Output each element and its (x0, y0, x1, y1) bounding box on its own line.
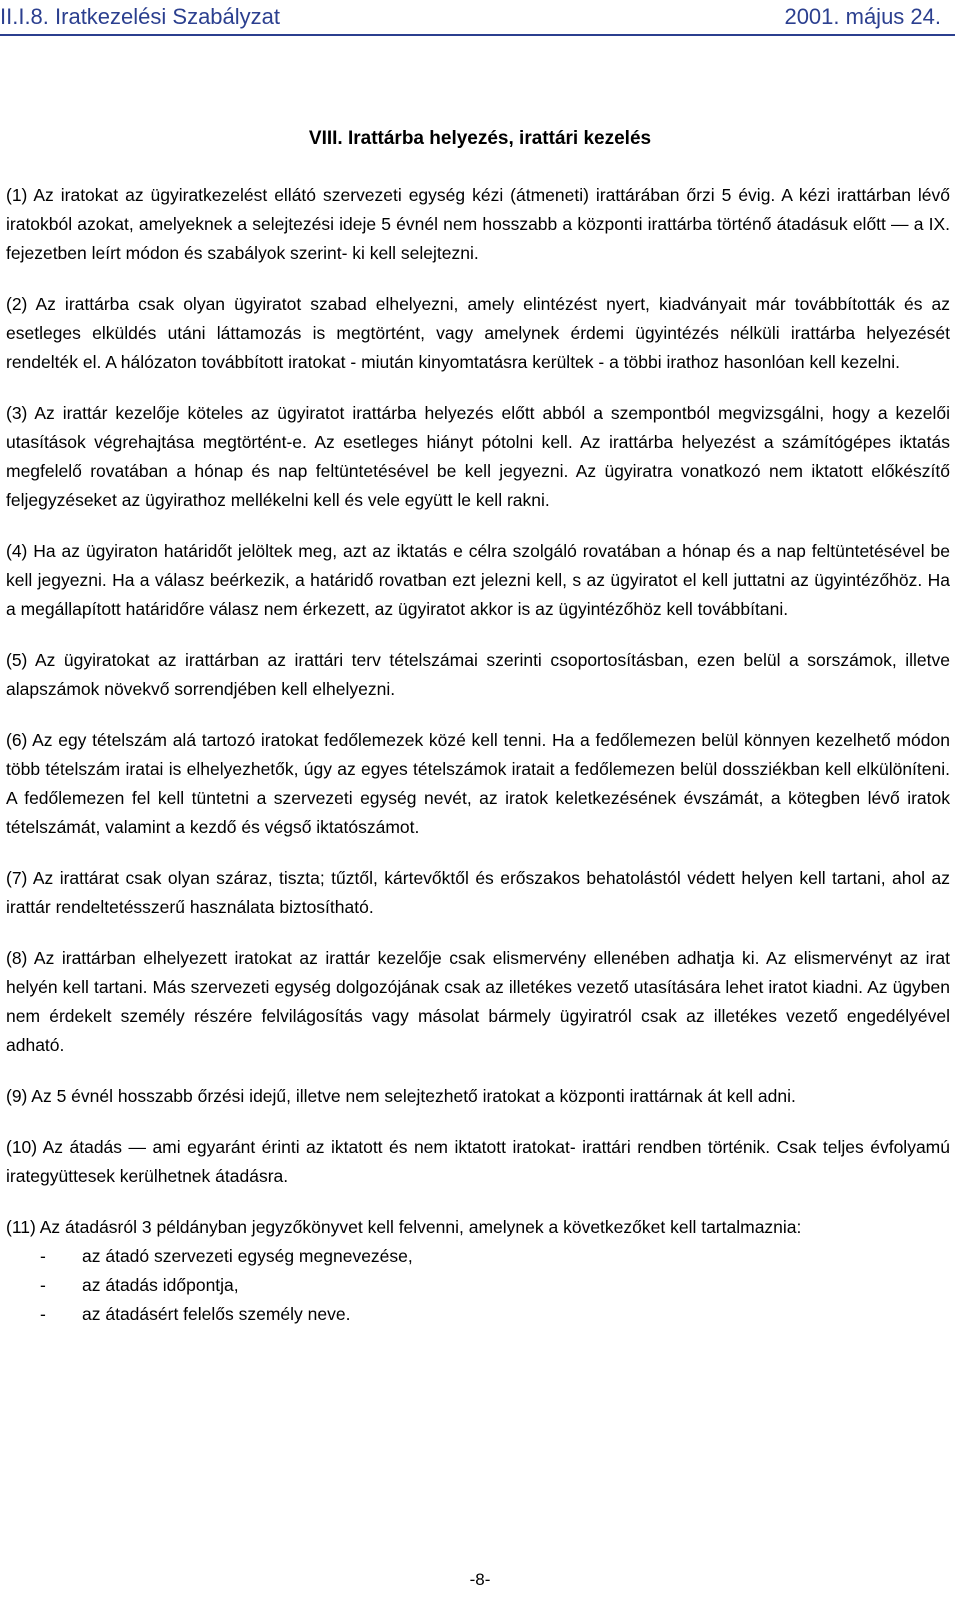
header-date: 2001. május 24. (784, 4, 941, 29)
list-dash: - (40, 1304, 46, 1324)
list-item-text: az átadás időpontja, (82, 1275, 239, 1295)
paragraph-6: (6) Az egy tételszám alá tartozó iratokat fedőlemezek közé kell tenni. Ha a fedőlemezen belül könnyen kezelhető módon több tételszám iratai is elhelyezhetők, úgy az egyes tételszámok iratait a fedőlemezen belül dossziékban kell elkülöníteni. A fedőlemezen fel kell tüntetni a szervezeti egység nevét, az iratok keletkezésének évszámát, a kötegben lévő iratok tételszámát, valamint a kezdő és végső iktatószámot. (6, 730, 950, 837)
paragraph-1: (1) Az iratokat az ügyiratkezelést ellátó szervezeti egység kézi (átmeneti) irattárában őrzi 5 évig. A kézi irattárban lévő iratokból azokat, amelyeknek a selejtezési ideje 5 évnél nem hosszabb a központi irattárba történő átadásuk előtt — a IX. fejezetben leírt módon és szabályok szerint- ki kell selejtezni. (6, 185, 950, 263)
list-item-text: az átadó szervezeti egység megnevezése, (82, 1246, 413, 1266)
list-item (6, 1271, 950, 1300)
page-header (0, 0, 955, 36)
paragraph-7: (7) Az irattárat csak olyan száraz, tiszta; tűztől, kártevőktől és erőszakos behatolástól védett helyen kell tartani, ahol az irattár rendeltetésszerű használata biztosítható. (6, 868, 950, 917)
paragraph-4: (4) Ha az ügyiraton határidőt jelöltek meg, azt az iktatás e célra szolgáló rovatában a hónap és a nap feltüntetésével be kell jegyezni. Ha a válasz beérkezik, a határidő rovatban ezt jelezni kell, s az ügyiratot el kell juttatni az ügyintézőhöz. Ha a megállapított határidőre válasz nem érkezett, az ügyiratot akkor is az ügyintézőhöz kell továbbítani. (6, 541, 950, 619)
paragraph-8: (8) Az irattárban elhelyezett iratokat az irattár kezelője csak elismervény ellenében adhatja ki. Az elismervényt az irat helyén kell tartani. Más szervezeti egység dolgozójának csak az illetékes vezető utasítására lehet iratot kiadni. Az ügyben nem érdekelt személy részére felvilágosítás vagy másolat bármely ügyiratról csak az illetékes vezető engedélyével adható. (6, 948, 950, 1055)
document-body (6, 181, 950, 1329)
section-title: VIII. Irattárba helyezés, irattári kezelés (308, 128, 652, 149)
page-number: -8- (469, 1570, 491, 1589)
list-item-text: az átadásért felelős személy neve. (82, 1304, 351, 1324)
paragraph-9: (9) Az 5 évnél hosszabb őrzési idejű, illetve nem selejtezhető iratokat a központi irattárnak át kell adni. (6, 1086, 796, 1106)
protocol-contents-list (6, 1242, 950, 1329)
paragraph-5: (5) Az ügyiratokat az irattárban az irattári terv tételszámai szerinti csoportosításban, ezen belül a sorszámok, illetve alapszámok növekvő sorrendjében kell elhelyezni. (6, 650, 950, 699)
header-document-title: II.I.8. Iratkezelési Szabályzat (0, 4, 281, 29)
list-item (6, 1242, 950, 1271)
list-dash: - (40, 1275, 46, 1295)
list-dash: - (40, 1246, 46, 1266)
paragraph-10: (10) Az átadás — ami egyaránt érinti az iktatott és nem iktatott iratokat- irattári rendben történik. Csak teljes évfolyamú irategyüttesek kerülhetnek átadásra. (6, 1137, 950, 1186)
paragraph-11: (11) Az átadásról 3 példányban jegyzőkönyvet kell felvenni, amelynek a következőket kell tartalmaznia: (6, 1217, 802, 1237)
paragraph-3: (3) Az irattár kezelője köteles az ügyiratot irattárba helyezés előtt abból a szempontból megvizsgálni, hogy a kezelői utasítások végrehajtása megtörtént-e. Az esetleges hiányt pótolni kell. Az irattárba helyezést a számítógépes iktatás megfelelő rovatában a hónap és nap feltüntetésével be kell jegyezni. Az ügyiratra vonatkozó nem iktatott előkészítő feljegyzéseket az ügyirathoz mellékelni kell és vele együtt le kell rakni. (6, 403, 950, 510)
list-item (6, 1300, 950, 1329)
paragraph-2: (2) Az irattárba csak olyan ügyiratot szabad elhelyezni, amely elintézést nyert, kiadványait már továbbították és az esetleges elküldés utáni láttamozás is megtörtént, vagy amelynek érdemi ügyintézés nélküli irattárba helyezését rendelték el. A hálózaton továbbított iratokat - miután kinyomtatásra kerültek - a többi irathoz hasonlóan kell kezelni. (6, 294, 950, 372)
